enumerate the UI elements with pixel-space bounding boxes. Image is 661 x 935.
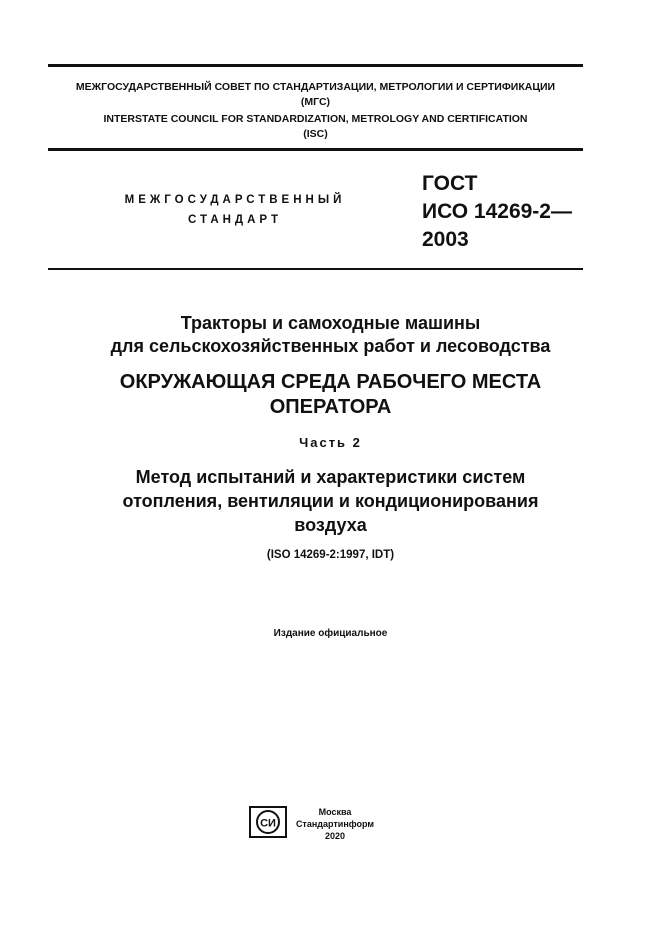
designation-year: 2003 <box>422 228 469 251</box>
main-title <box>48 370 613 420</box>
publisher-city: Москва <box>318 807 352 817</box>
standard-type-line1: МЕЖГОСУДАРСТВЕННЫЙ <box>124 194 346 206</box>
council-en <box>48 112 583 142</box>
designation-gost: ГОСТ <box>422 172 478 195</box>
edition-note: Издание официальное <box>273 628 388 639</box>
part-label: Часть 2 <box>299 435 362 450</box>
standard-type-line2: СТАНДАРТ <box>188 214 282 226</box>
top-rule <box>48 64 583 67</box>
part-title <box>48 465 613 537</box>
publisher-info <box>295 806 375 842</box>
council-ru-name: МЕЖГОСУДАРСТВЕННЫЙ СОВЕТ ПО СТАНДАРТИЗАЦИИ, МЕТРОЛОГИИ И СЕРТИФИКАЦИИ <box>75 81 556 93</box>
publisher-year: 2020 <box>324 831 346 841</box>
main-title-line2: ОПЕРАТОРА <box>269 396 392 418</box>
subject-line1: Тракторы и самоходные машины <box>180 313 481 333</box>
council-ru <box>48 80 583 110</box>
subject-title <box>48 312 613 358</box>
publisher-name: Стандартинформ <box>295 819 375 829</box>
part-title-line3: воздуха <box>294 515 367 535</box>
logo-text: СИ <box>260 817 276 830</box>
part-title-line1: Метод испытаний и характеристики систем <box>135 467 526 487</box>
title-rule <box>48 268 583 270</box>
standartinform-logo-icon <box>249 806 287 838</box>
iso-reference: (ISO 14269-2:1997, IDT) <box>266 549 395 561</box>
standard-type <box>100 190 370 230</box>
designation-number: ИСО 14269-2— <box>422 200 572 223</box>
subject-line2: для сельскохозяйственных работ и лесоводства <box>110 336 551 356</box>
part-title-line2: отопления, вентиляции и кондиционирования <box>122 491 539 511</box>
council-en-name: INTERSTATE COUNCIL FOR STANDARDIZATION, METROLOGY AND CERTIFICATION <box>103 113 528 125</box>
standard-designation <box>422 170 572 254</box>
council-en-abbr: (ISC) <box>303 128 328 140</box>
header-rule <box>48 148 583 151</box>
council-ru-abbr: (МГС) <box>300 96 331 108</box>
main-title-line1: ОКРУЖАЮЩАЯ СРЕДА РАБОЧЕГО МЕСТА <box>119 371 542 393</box>
